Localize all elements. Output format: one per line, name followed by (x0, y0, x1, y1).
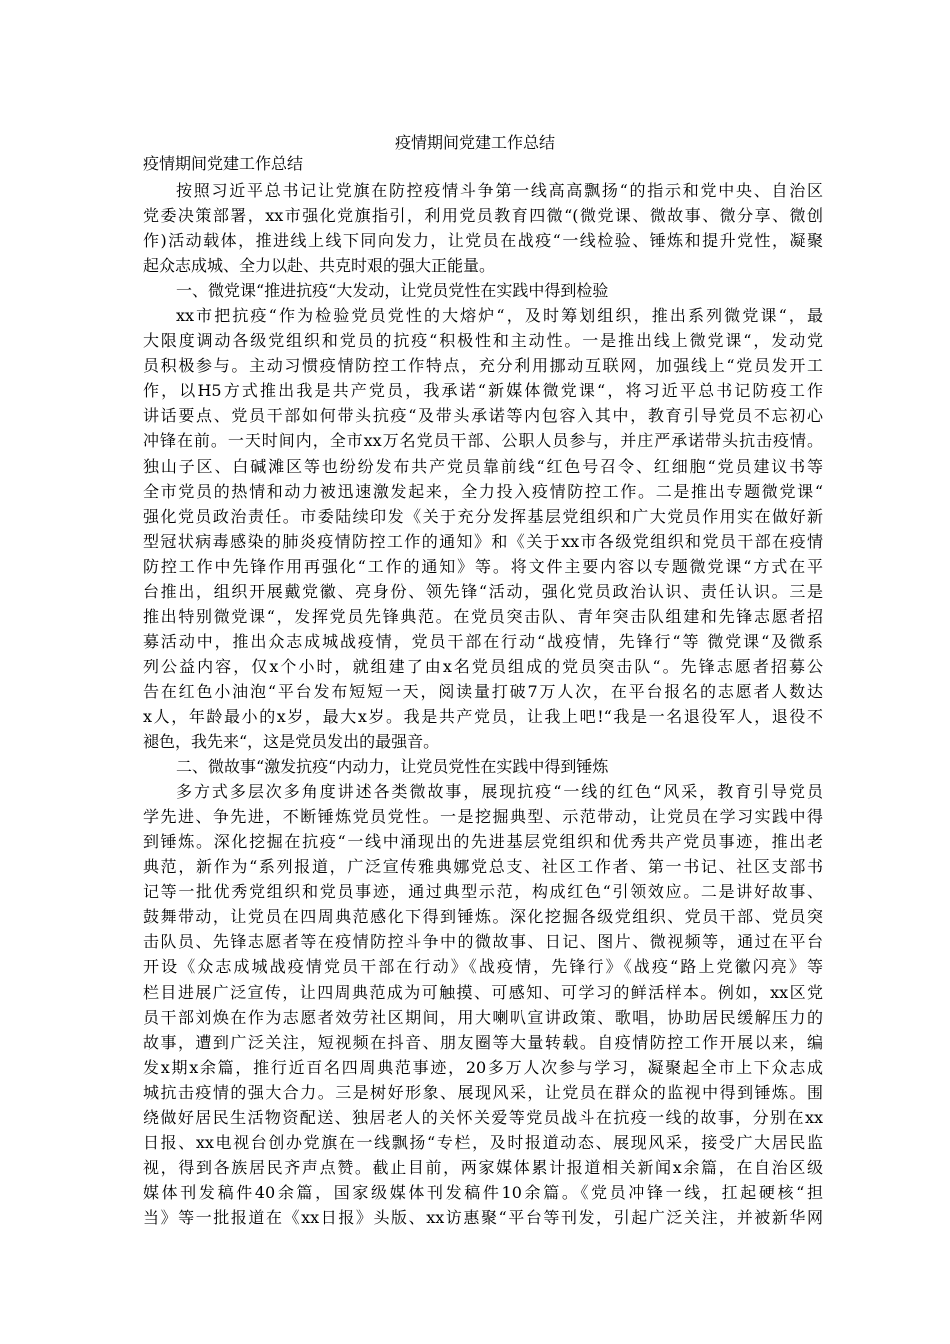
text-line: 当》等一批报道在《xx日报》头版、xx访惠聚“平台等刊发，引起广泛关注，并被新华网 (143, 1207, 823, 1227)
text-line: 讲话要点、党员干部如何带头抗疫“及带头承诺等内包容入其中，教育引导党员不忘初心 (143, 406, 823, 426)
text-line: 冲锋在前。一天时间内，全市xx万名党员干部、公职人员参与，并庄严承诺带头抗击疫情。 (143, 431, 823, 451)
text-line: 视，得到各族居民齐声点赞。截止目前，两家媒体累计报道相关新闻x余篇，在自治区级 (143, 1157, 823, 1177)
text-line: 员积极参与。主动习惯疫情防控工作特点，充分利用挪动互联网，加强线上“党员发开工 (143, 356, 823, 376)
text-line: 募活动中，推出众志成城战疫情，党员干部在行动“战疫情，先锋行“等 微党课“及微系 (143, 631, 823, 651)
text-line: 型冠状病毒感染的肺炎疫情防控工作的通知》和《关于xx市各级党组织和党员干部在疫情 (143, 531, 823, 551)
text-line: 故事，遭到广泛关注，短视频在抖音、朋友圈等大量转载。自疫情防控工作开展以来，编 (143, 1032, 823, 1052)
text-line: 多方式多层次多角度讲述各类微故事，展现抗疫“一线的红色“风采，教育引导党员 (176, 782, 823, 802)
text-line: 按照习近平总书记让党旗在防控疫情斗争第一线高高飘扬“的指示和党中央、自治区 (176, 181, 823, 200)
text-line: 记等一批优秀党组织和党员事迹，通过典型示范，构成红色“引领效应。二是讲好故事、 (143, 882, 823, 902)
text-line: 列公益内容，仅x个小时，就组建了由x名党员组成的党员突击队“。先锋志愿者招募公 (143, 656, 823, 676)
text-line: 发x期x余篇，推行近百名四周典范事迹，20多万人次参与学习，凝聚起全市上下众志成 (143, 1057, 823, 1077)
text-line: 告在红色小油泡“平台发布短短一天，阅读量打破7万人次，在平台报名的志愿者人数达 (143, 681, 823, 701)
text-line: 全市党员的热情和动力被迅速激发起来，全力投入疫情防控工作。二是推出专题微党课“ (143, 481, 823, 501)
text-line: 强化党员政治责任。市委陆续印发《关于充分发挥基层党组织和广大党员作用实在做好新 (143, 506, 823, 526)
text-line: 典范，新作为“系列报道，广泛宣传雅典娜党总支、社区工作者、第一书记、社区支部书 (143, 857, 823, 877)
text-line: 大限度调动各级党组织和党员的抗疫“积极性和主动性。一是推出线上微党课“，发动党 (143, 331, 823, 351)
text-line: 褪色，我先来“，这是党员发出的最强音。 (143, 732, 440, 752)
text-line: 独山子区、白碱滩区等也纷纷发布共产党员靠前线“红色号召令、红细胞“党员建议书等 (143, 456, 823, 476)
document-heading: 疫情期间党建工作总结 (143, 154, 304, 173)
text-line: 媒体刊发稿件40余篇，国家级媒体刊发稿件10余篇。《党员冲锋一线，扛起硬核“担 (143, 1182, 823, 1202)
text-line: 鼓舞带动，让党员在四周典范感化下得到锤炼。深化挖掘各级党组织、党员干部、党员突 (143, 907, 823, 927)
text-line: 作，以H5方式推出我是共产党员，我承诺“新媒体微党课“，将习近平总书记防疫工作 (143, 381, 823, 401)
text-line: 绕做好居民生活物资配送、独居老人的关怀关爱等党员战斗在抗疫一线的故事，分别在xx (143, 1107, 823, 1127)
text-line: 开设《众志成城战疫情党员干部在行动》《战疫情，先锋行》《战疫“路上党徽闪亮》等 (143, 957, 823, 977)
text-line: 日报、xx电视台创办党旗在一线飘扬“专栏，及时报道动态、展现风采，接受广大居民监 (143, 1132, 823, 1152)
text-line: 到锤炼。深化挖掘在抗疫“一线中涌现出的先进基层党组织和优秀共产党员事迹，推出老 (143, 832, 823, 852)
document-body (143, 178, 823, 1230)
document-title: 疫情期间党建工作总结 (394, 133, 555, 152)
text-line: 作)活动载体，推进线上线下同向发力，让党员在战疫“一线检验、锤炼和提升党性，凝聚 (143, 231, 823, 251)
text-line: 防控工作中先锋作用再强化“工作的通知》等。将文件主要内容以专题微党课“方式在平 (143, 556, 823, 576)
text-line: 学先进、争先进，不断锤炼党员党性。一是挖掘典型、示范带动，让党员在学习实践中得 (143, 807, 823, 827)
text-line: x人，年龄最小的x岁，最大x岁。我是共产党员，让我上吧!“我是一名退役军人，退役不 (143, 706, 823, 726)
text-line: 城抗击疫情的强大合力。三是树好形象、展现风采，让党员在群众的监视中得到锤炼。围 (143, 1082, 823, 1102)
text-line: 击队员、先锋志愿者等在疫情防控斗争中的微故事、日记、图片、微视频等，通过在平台 (143, 932, 823, 952)
text-line: 栏目进展广泛宣传，让四周典范成为可触摸、可感知、可学习的鲜活样本。例如，xx区党 (143, 982, 823, 1002)
text-line: 员干部刘焕在作为志愿者效劳社区期间，用大喇叭宣讲政策、歌唱，协助居民缓解压力的 (143, 1007, 823, 1027)
text-line: 二、微故事“激发抗疫“内动力，让党员党性在实践中得到锤炼 (176, 757, 609, 777)
text-line: 推出特别微党课“，发挥党员先锋典范。在党员突击队、青年突击队组建和先锋志愿者招 (143, 606, 823, 626)
text-line: xx市把抗疫“作为检验党员党性的大熔炉“，及时筹划组织，推出系列微党课“，最 (176, 306, 823, 326)
text-line: 党委决策部署，xx市强化党旗指引，利用党员教育四微“(微党课、微故事、微分享、微创 (143, 206, 823, 226)
text-line: 台推出，组织开展戴党徽、亮身份、领先锋“活动，强化党员政治认识、责任认识。三是 (143, 581, 823, 601)
text-line: 起众志成城、全力以赴、共克时艰的强大正能量。 (143, 256, 496, 276)
text-line: 一、微党课“推进抗疫“大发动，让党员党性在实践中得到检验 (176, 281, 609, 301)
